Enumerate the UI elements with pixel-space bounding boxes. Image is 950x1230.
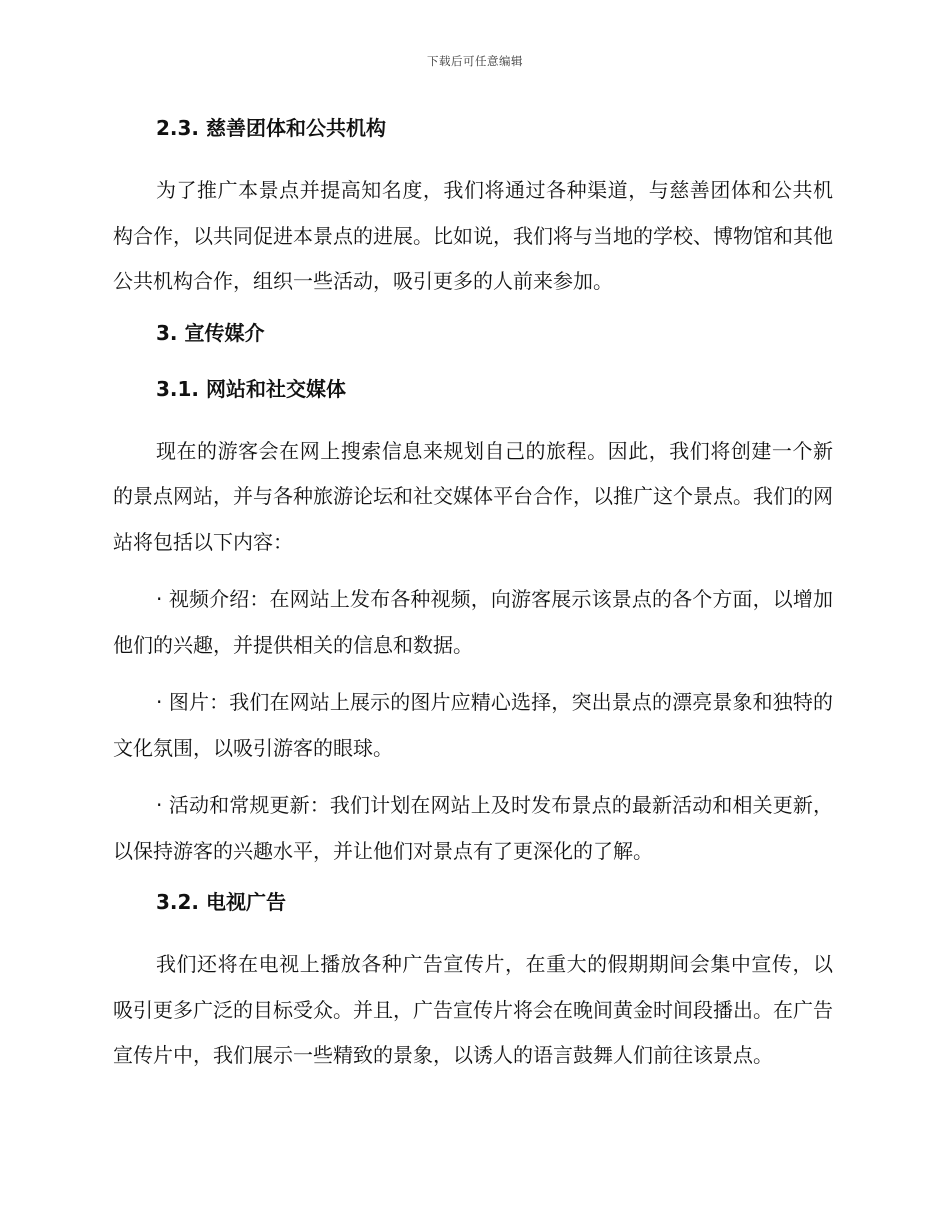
section-paragraph-2-3: 为了推广本景点并提高知名度，我们将通过各种渠道，与慈善团体和公共机构合作，以共同促进本景点的进展。比如说，我们将与当地的学校、博物馆和其他公共机构合作，组织一些活动，吸引更多的人前来参加。 <box>113 178 833 293</box>
section-heading-3-2: 3.2. 电视广告 <box>156 890 286 914</box>
document-body <box>113 112 833 1091</box>
section-paragraph-3-1: 现在的游客会在网上搜索信息来规划自己的旅程。因此，我们将创建一个新的景点网站，并与各种旅游论坛和社交媒体平台合作，以推广这个景点。我们的网站将包括以下内容： <box>113 438 833 554</box>
bullet-item-updates: · 活动和常规更新：我们计划在网站上及时发布景点的最新活动和相关更新，以保持游客的兴趣水平，并让他们对景点有了更深化的了解。 <box>113 793 833 863</box>
section-heading-3: 3. 宣传媒介 <box>156 320 265 345</box>
bullet-item-images: · 图片：我们在网站上展示的图片应精心选择，突出景点的漂亮景象和独特的文化氛围，以吸引游客的眼球。 <box>113 690 833 760</box>
section-heading-2-3: 2.3. 慈善团体和公共机构 <box>156 116 386 140</box>
header-note: 下载后可任意编辑 <box>427 54 523 68</box>
bullet-item-video: · 视频介绍：在网站上发布各种视频，向游客展示该景点的各个方面，以增加他们的兴趣，并提供相关的信息和数据。 <box>113 587 833 657</box>
section-paragraph-3-2: 我们还将在电视上播放各种广告宣传片，在重大的假期期间会集中宣传，以吸引更多广泛的目标受众。并且，广告宣传片将会在晚间黄金时间段播出。在广告宣传片中，我们展示一些精致的景象，以诱人的语言鼓舞人们前往该景点。 <box>113 952 833 1067</box>
section-heading-3-1: 3.1. 网站和社交媒体 <box>156 376 346 401</box>
